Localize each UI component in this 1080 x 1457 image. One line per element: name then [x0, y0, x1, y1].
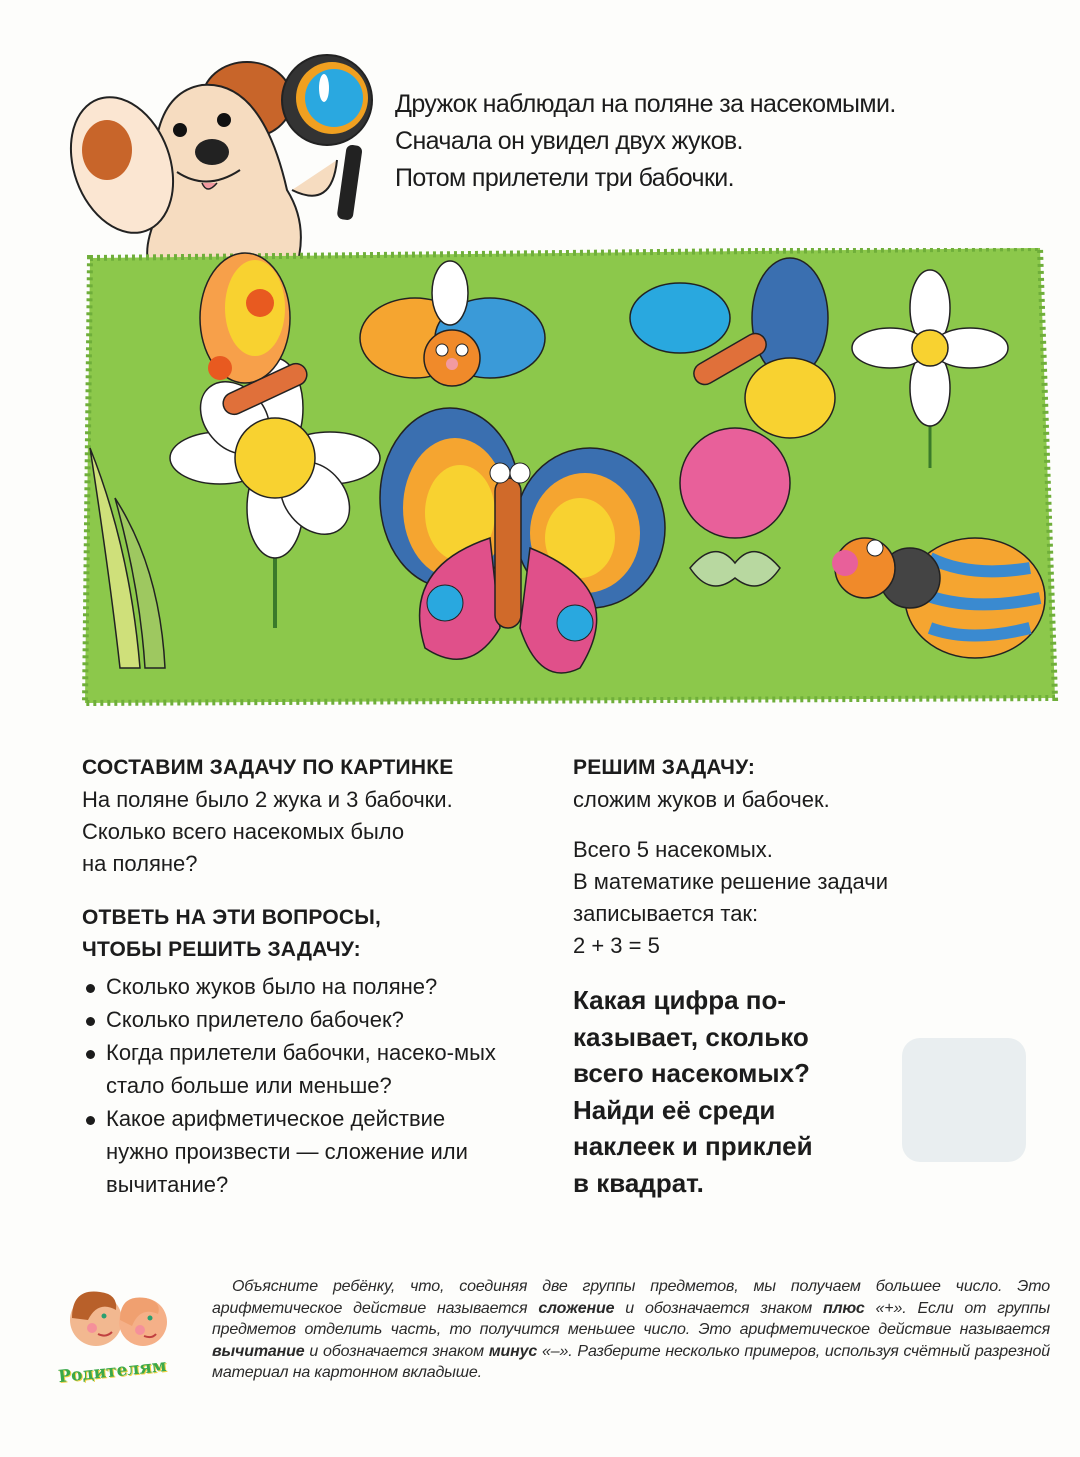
solve-line: сложим жуков и бабочек.	[573, 787, 830, 812]
note-bold: сложение	[538, 1299, 615, 1317]
compose-task-heading: СОСТАВИМ ЗАДАЧУ ПО КАРТИНКЕ	[82, 756, 454, 779]
intro-text	[395, 86, 896, 197]
intro-line: Потом прилетели три бабочки.	[395, 164, 734, 192]
task-line: в квадрат.	[573, 1167, 704, 1198]
solution-line: Всего 5 насекомых.	[573, 837, 773, 862]
question-item: Когда прилетели бабочки, насеко-мых стало больше или меньше?	[82, 1036, 506, 1102]
task-line: Какая цифра по-	[573, 985, 787, 1015]
parents-logo	[58, 1280, 178, 1390]
right-column	[573, 752, 1033, 962]
questions-heading: ЧТОБЫ РЕШИТЬ ЗАДАЧУ:	[82, 938, 361, 961]
note-bold: минус	[488, 1342, 538, 1360]
intro-line: Сначала он увидел двух жуков.	[395, 127, 743, 155]
problem-line: Сколько всего насекомых было	[82, 819, 405, 844]
pink-flower	[680, 428, 790, 586]
sticker-placeholder-square[interactable]	[902, 1038, 1026, 1162]
task-line: казывает, сколько	[573, 1021, 809, 1052]
question-item: Сколько прилетело бабочек?	[82, 1003, 552, 1036]
questions-heading: ОТВЕТЬ НА ЭТИ ВОПРОСЫ,	[82, 906, 382, 929]
note-text: и обозначается знаком	[304, 1342, 489, 1360]
parents-label: Родителям	[57, 1355, 168, 1388]
parents-faces-icon	[58, 1280, 178, 1360]
problem-line: На поляне было 2 жука и 3 бабочки.	[82, 787, 453, 812]
problem-line: на поляне?	[82, 851, 198, 876]
solution-line: записывается так:	[573, 901, 759, 926]
question-item: Сколько жуков было на поляне?	[82, 970, 552, 1003]
meadow-illustration	[70, 248, 1060, 706]
intro-line: Дружок наблюдал на поляне за насекомыми.	[395, 90, 896, 118]
note-text: Объясните ребёнку, что, соединяя две группы предметов, мы получаем большее число. Это арифметическое действие называется	[212, 1278, 1050, 1317]
questions-list	[82, 970, 552, 1201]
note-text: и обозначается знаком	[614, 1299, 823, 1317]
solve-task-heading: РЕШИМ ЗАДАЧУ:	[573, 756, 756, 779]
task-line: всего насекомых?	[573, 1058, 810, 1088]
question-item: Какое арифметическое действие нужно произвести — сложение или вычитание?	[82, 1102, 506, 1201]
task-line: Найди её среди	[573, 1094, 776, 1125]
parents-note	[212, 1276, 1050, 1384]
note-text: «–». Разберите несколько примеров, используя счётный разрезной материал на картонном вкладыше.	[212, 1342, 1051, 1381]
sticker-task	[573, 982, 893, 1201]
left-column	[82, 752, 552, 1201]
equation: 2 + 3 = 5	[573, 933, 660, 958]
note-bold: вычитание	[212, 1342, 305, 1360]
solution-line: В математике решение задачи	[573, 869, 888, 894]
note-text: «+». Если от группы предметов отделить часть, то получится меньшее число. Это арифметическое действие называется	[212, 1299, 1050, 1338]
task-line: наклеек и приклей	[573, 1131, 813, 1161]
note-bold: плюс	[822, 1299, 865, 1317]
